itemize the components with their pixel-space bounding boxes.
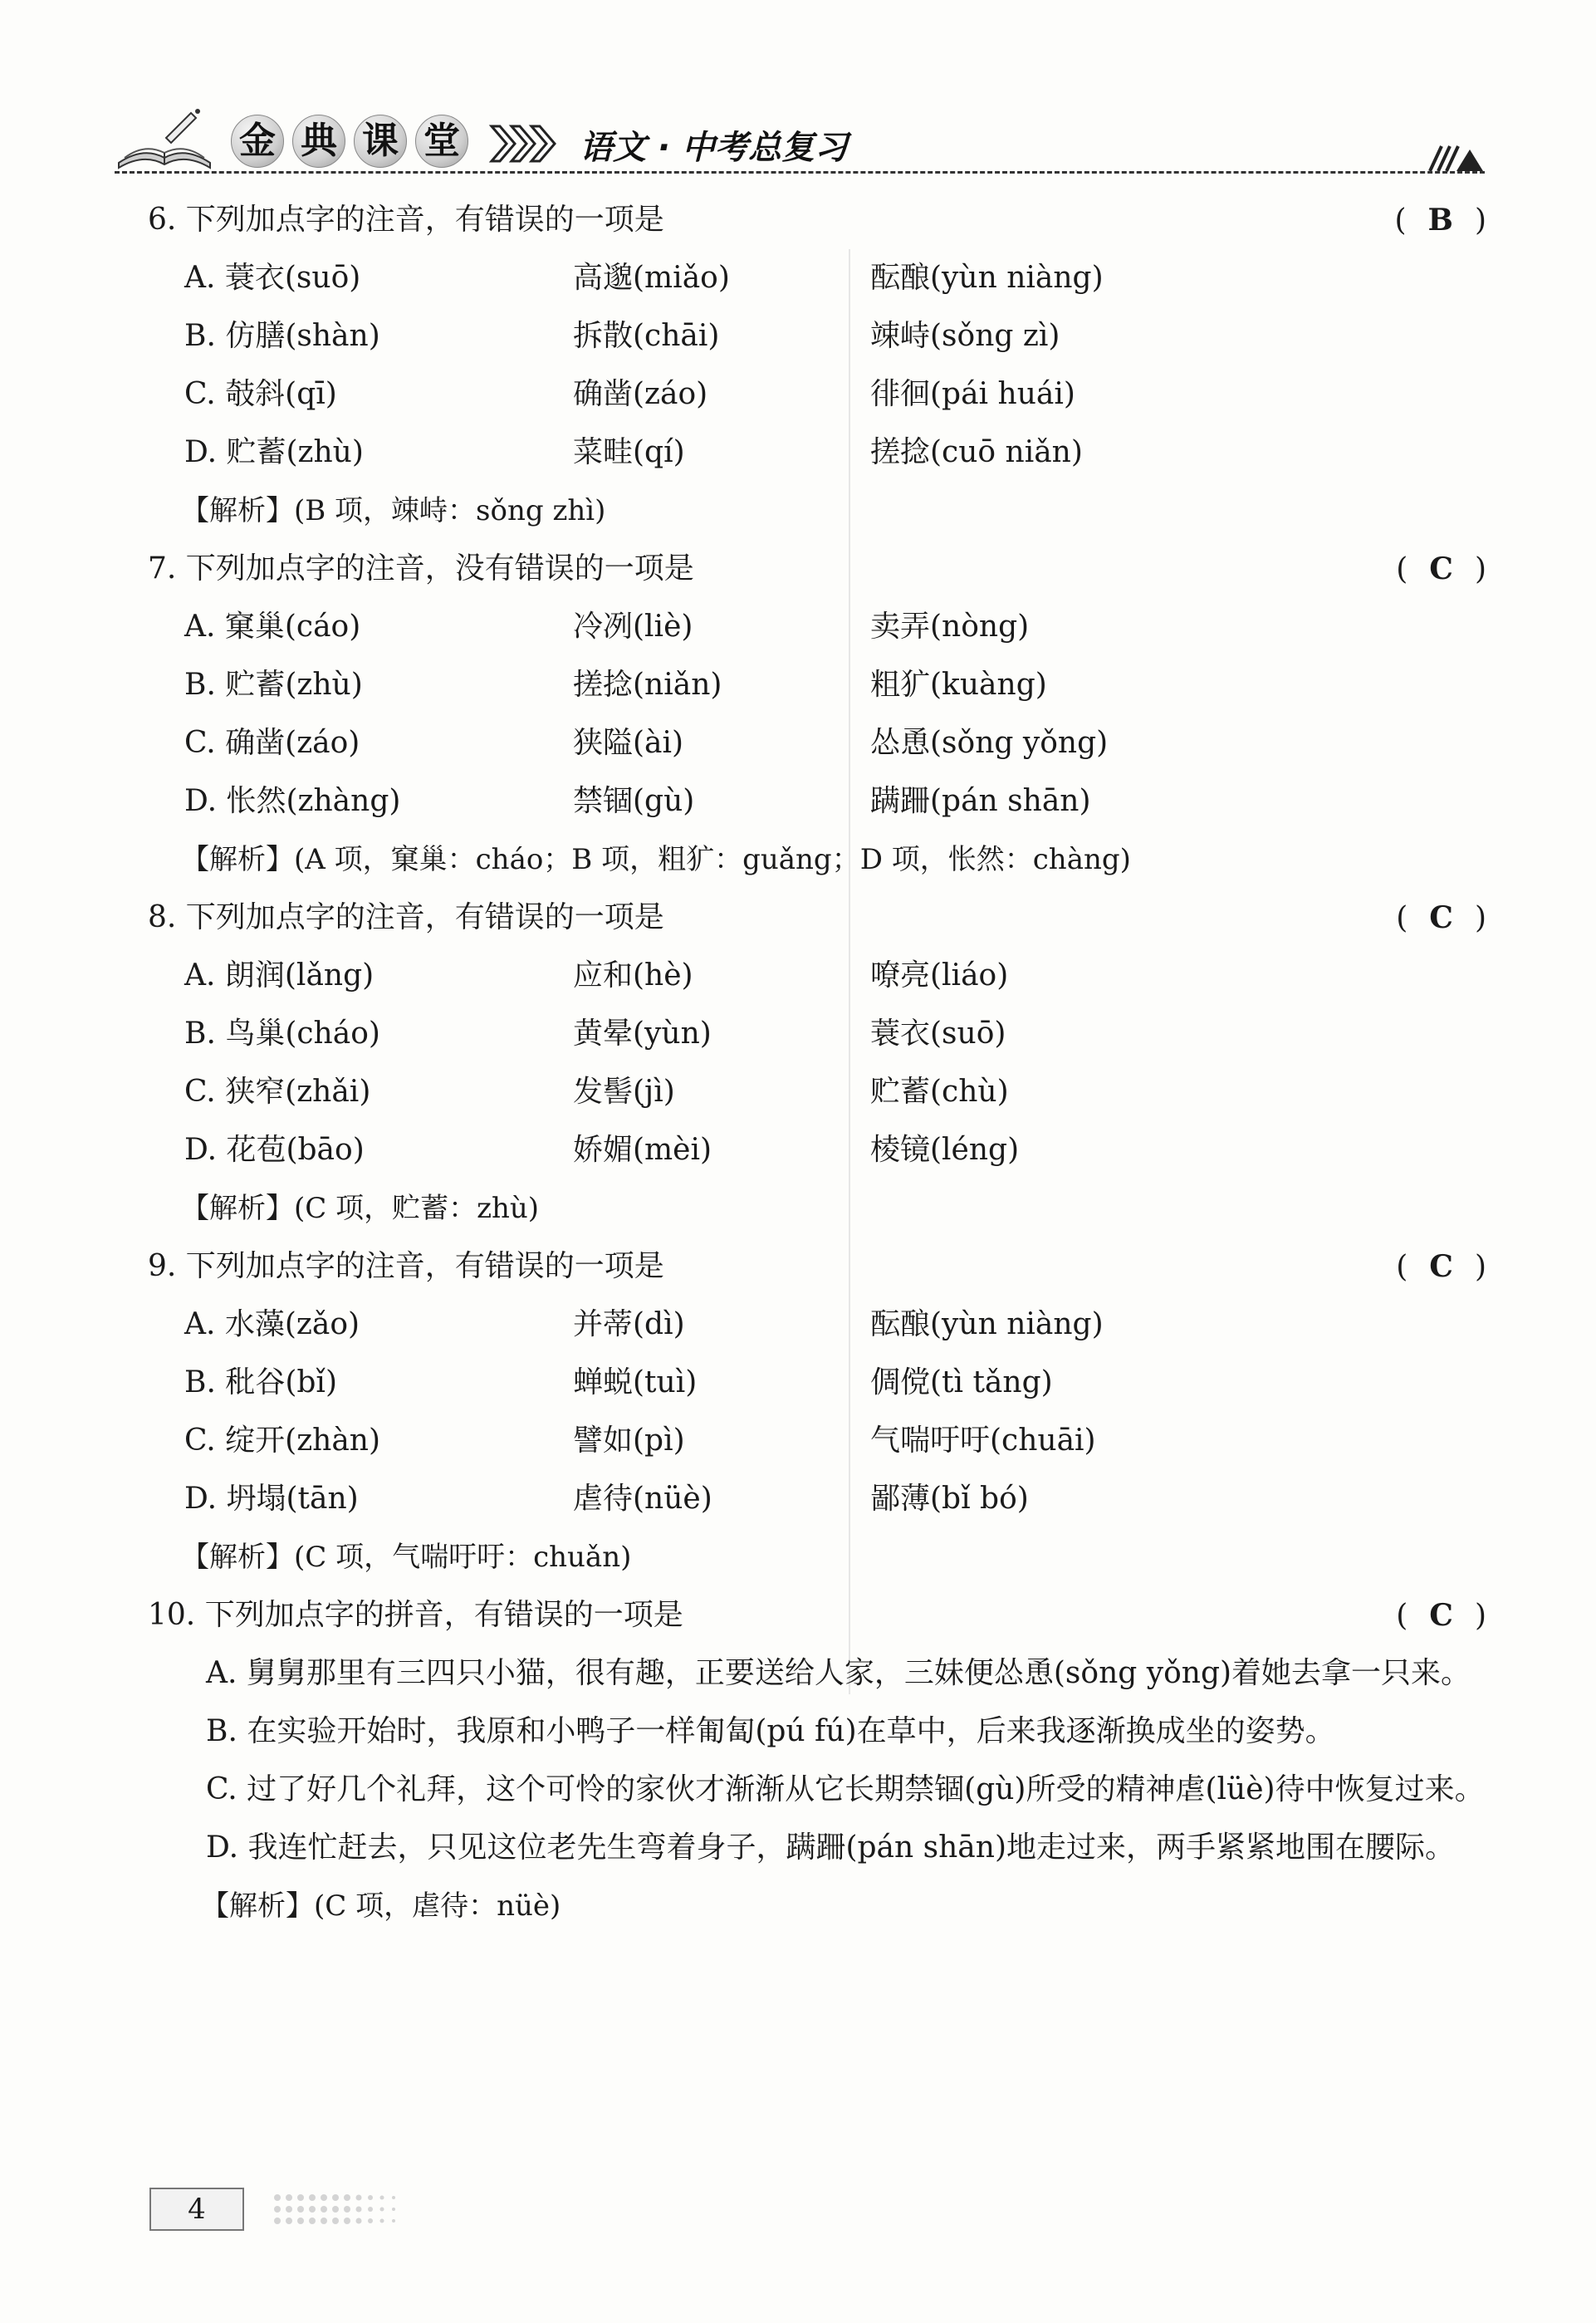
answer-bracket: ( C ) bbox=[1396, 889, 1486, 948]
question-6 bbox=[148, 191, 1486, 249]
option-row bbox=[148, 772, 1486, 831]
option-row bbox=[148, 1470, 1486, 1528]
option-item: 卖弄(nòng) bbox=[870, 610, 1030, 644]
question-8 bbox=[148, 889, 1486, 947]
option-item: 应和(hè) bbox=[573, 958, 693, 992]
option-item: A. 舅舅那里有三四只小猫，很有趣，正要送给人家，三妹便怂恿(sǒng yǒng)着她去拿一只来。 bbox=[206, 1656, 1471, 1690]
option-item: B. 秕谷(bǐ) bbox=[184, 1365, 337, 1399]
analysis-note: 【解析】(A 项，窠巢：cháo；B 项，粗犷：guǎng；D 项，怅然：chàng) bbox=[181, 843, 1131, 876]
option-row bbox=[148, 1005, 1486, 1063]
question-stem: 8. 下列加点字的注音，有错误的一项是 bbox=[148, 900, 664, 934]
option-row bbox=[148, 249, 1486, 307]
option-item: 嘹亮(liáo) bbox=[870, 958, 1009, 992]
option-item: C. 确凿(záo) bbox=[184, 726, 360, 760]
open-book-icon bbox=[115, 105, 214, 171]
option-row bbox=[148, 365, 1486, 424]
chevrons-icon bbox=[488, 123, 563, 164]
option-item: 冷冽(liè) bbox=[573, 610, 693, 644]
option-item: 竦峙(sǒng zì) bbox=[870, 319, 1060, 353]
option-item: 粗犷(kuàng) bbox=[870, 668, 1047, 702]
option-row bbox=[148, 598, 1486, 656]
answer-letter: C bbox=[1429, 1249, 1453, 1284]
option-item: C. 过了好几个礼拜，这个可怜的家伙才渐渐从它长期禁锢(gù)所受的精神虐(lüè)待中恢复过来。 bbox=[206, 1772, 1485, 1806]
option-item: 贮蓄(chù) bbox=[870, 1075, 1009, 1109]
option-item: 蓑衣(suō) bbox=[870, 1017, 1006, 1051]
option-row bbox=[148, 656, 1486, 714]
option-item: D. 贮蓄(zhù) bbox=[184, 435, 364, 469]
option-item: D. 怅然(zhàng) bbox=[184, 784, 401, 818]
decorative-dots bbox=[271, 2189, 453, 2226]
analysis-note: 【解析】(B 项，竦峙：sǒng zhì) bbox=[181, 494, 606, 527]
option-item: 棱镜(léng) bbox=[870, 1133, 1020, 1167]
option-item: C. 狭窄(zhǎi) bbox=[184, 1075, 371, 1109]
option-item: 确凿(záo) bbox=[573, 377, 708, 411]
question-9 bbox=[148, 1237, 1486, 1296]
question-stem: 6. 下列加点字的注音，有错误的一项是 bbox=[148, 203, 664, 237]
question-10 bbox=[148, 1586, 1486, 1644]
answer-bracket: ( C ) bbox=[1396, 540, 1486, 599]
option-item: B. 在实验开始时，我原和小鸭子一样匍匐(pú fú)在草中，后来我逐渐换成坐的姿势。 bbox=[206, 1714, 1335, 1748]
option-item: B. 仿膳(shàn) bbox=[184, 319, 380, 353]
answer-letter: C bbox=[1429, 900, 1453, 935]
option-item: 倜傥(tì tǎng) bbox=[870, 1365, 1053, 1399]
answer-bracket: ( B ) bbox=[1394, 191, 1486, 250]
option-item: A. 朗润(lǎng) bbox=[184, 958, 375, 992]
option-row bbox=[148, 307, 1486, 365]
option-item: 黄晕(yùn) bbox=[573, 1017, 712, 1051]
option-item: 气喘吁吁(chuāi) bbox=[870, 1424, 1096, 1458]
analysis-note: 【解析】(C 项，气喘吁吁：chuǎn) bbox=[181, 1541, 632, 1574]
page-header bbox=[115, 100, 1485, 183]
option-item: A. 蓑衣(suō) bbox=[184, 261, 361, 295]
option-item: C. 绽开(zhàn) bbox=[184, 1424, 381, 1458]
question-stem: 9. 下列加点字的注音，有错误的一项是 bbox=[148, 1249, 664, 1283]
option-row bbox=[148, 1296, 1486, 1354]
option-row bbox=[148, 714, 1486, 772]
option-item: 拆散(chāi) bbox=[573, 319, 720, 353]
analysis-note: 【解析】(C 项，贮蓄：zhù) bbox=[181, 1192, 540, 1225]
option-item: 蝉蜕(tuì) bbox=[573, 1365, 698, 1399]
option-item: 高邈(miǎo) bbox=[573, 261, 730, 295]
option-item: A. 窠巢(cáo) bbox=[184, 610, 361, 644]
option-item: 怂恿(sǒng yǒng) bbox=[870, 726, 1109, 760]
option-row bbox=[148, 1063, 1486, 1121]
option-item: B. 鸟巢(cháo) bbox=[184, 1017, 380, 1051]
question-7 bbox=[148, 540, 1486, 598]
option-item: 狭隘(ài) bbox=[573, 726, 684, 760]
question-stem: 7. 下列加点字的注音，没有错误的一项是 bbox=[148, 551, 694, 586]
corner-triangles-icon bbox=[1427, 141, 1485, 174]
option-item: 禁锢(gù) bbox=[573, 784, 695, 818]
option-item: 鄙薄(bǐ bó) bbox=[870, 1482, 1029, 1516]
option-item: A. 水藻(zǎo) bbox=[184, 1307, 360, 1341]
brand-char: 金 bbox=[231, 115, 284, 168]
option-item: 并蒂(dì) bbox=[573, 1307, 685, 1341]
option-item: 娇媚(mèi) bbox=[573, 1133, 712, 1167]
option-row bbox=[148, 1354, 1486, 1412]
brand-char: 堂 bbox=[415, 115, 468, 168]
option-row bbox=[148, 1121, 1486, 1179]
option-item: B. 贮蓄(zhù) bbox=[184, 668, 363, 702]
brand-title bbox=[231, 115, 468, 168]
option-item: 蹒跚(pán shān) bbox=[870, 784, 1091, 818]
option-item: 搓捻(cuō niǎn) bbox=[870, 435, 1083, 469]
option-row bbox=[148, 1412, 1486, 1470]
answer-bracket: ( C ) bbox=[1396, 1586, 1486, 1645]
answer-letter: B bbox=[1427, 203, 1453, 238]
option-item: 搓捻(niǎn) bbox=[573, 668, 722, 702]
option-item: 菜畦(qí) bbox=[573, 435, 685, 469]
answer-bracket: ( C ) bbox=[1396, 1237, 1486, 1296]
option-item: D. 坍塌(tān) bbox=[184, 1482, 359, 1516]
option-item: 酝酿(yùn niàng) bbox=[870, 1307, 1104, 1341]
page-subtitle: 语文 · 中考总复习 bbox=[580, 129, 849, 167]
question-stem: 10. 下列加点字的拼音，有错误的一项是 bbox=[148, 1598, 683, 1632]
brand-char: 课 bbox=[354, 115, 407, 168]
analysis-note: 【解析】(C 项，虐待：nüè) bbox=[201, 1889, 561, 1923]
answer-letter: C bbox=[1429, 1598, 1453, 1633]
option-item: C. 攲斜(qī) bbox=[184, 377, 337, 411]
option-row bbox=[148, 424, 1486, 482]
option-item: 酝酿(yùn niàng) bbox=[870, 261, 1104, 295]
questions-list bbox=[148, 191, 1486, 1935]
option-item: D. 花苞(bāo) bbox=[184, 1133, 365, 1167]
brand-char: 典 bbox=[292, 115, 345, 168]
option-row bbox=[148, 947, 1486, 1005]
option-item: 发髻(jì) bbox=[573, 1075, 675, 1109]
option-item: 虐待(nüè) bbox=[573, 1482, 712, 1516]
option-item: 譬如(pì) bbox=[573, 1424, 685, 1458]
option-item: 徘徊(pái huái) bbox=[870, 377, 1075, 411]
page-number: 4 bbox=[149, 2188, 244, 2231]
option-item: D. 我连忙赶去，只见这位老先生弯着身子，蹒跚(pán shān)地走过来，两手紧紧地围在腰际。 bbox=[206, 1830, 1456, 1865]
answer-letter: C bbox=[1429, 551, 1453, 586]
header-dashed-rule bbox=[115, 171, 1485, 174]
